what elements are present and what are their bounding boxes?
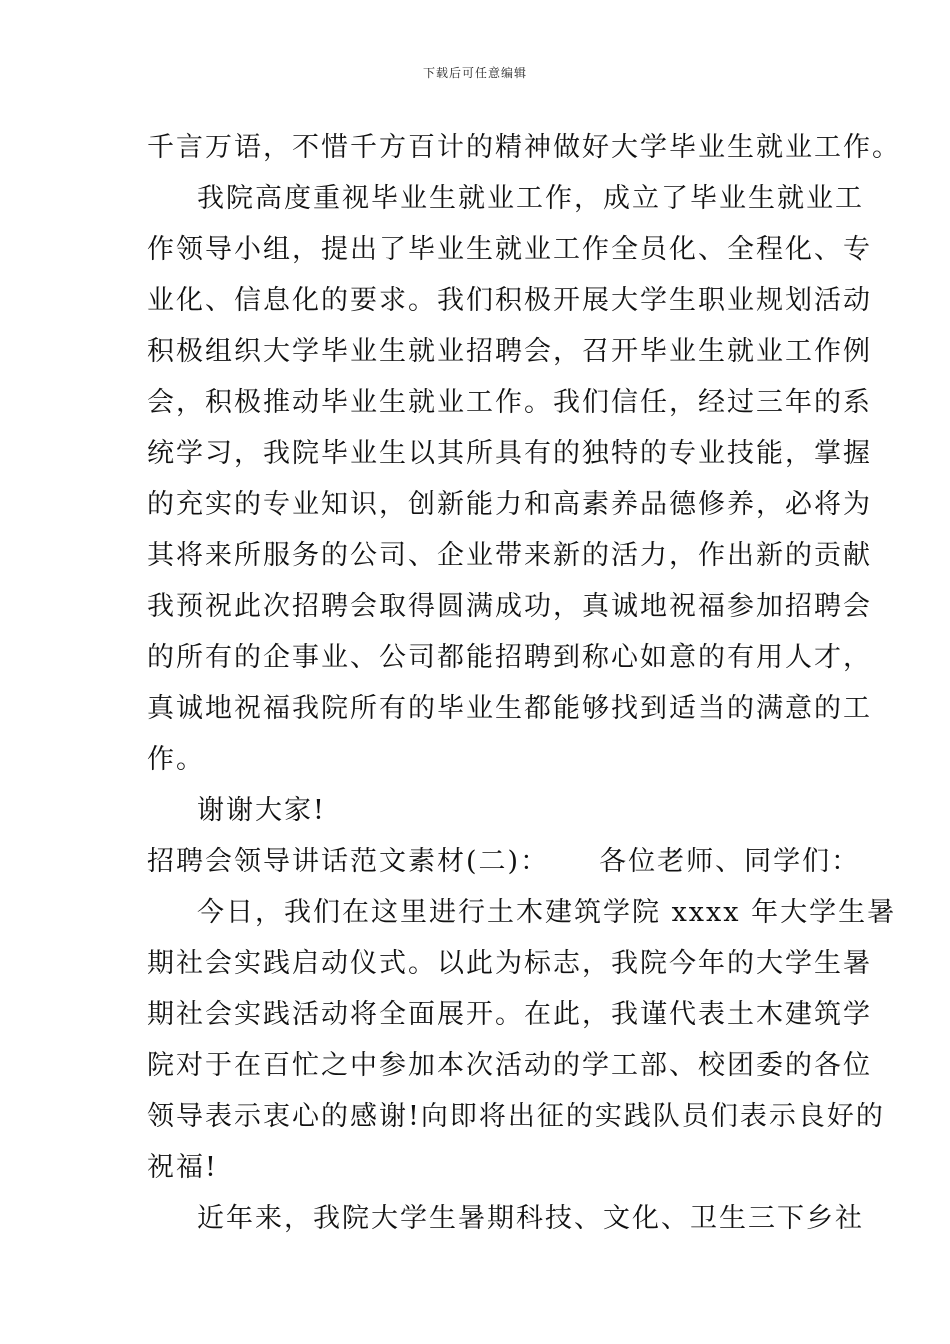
text-line: 院对于在百忙之中参加本次活动的学工部、校团委的各位 (147, 1050, 872, 1081)
text-line: 会，积极推动毕业生就业工作。我们信任，经过三年的系 (147, 387, 872, 418)
text-line: 作领导小组，提出了毕业生就业工作全员化、全程化、专 (147, 234, 872, 265)
text-line: 其将来所服务的公司、企业带来新的活力，作出新的贡献 (147, 540, 872, 571)
text-line: 统学习，我院毕业生以其所具有的独特的专业技能，掌握 (147, 438, 872, 469)
text-line: 期社会实践活动将全面展开。在此，我谨代表土木建筑学 (147, 999, 872, 1030)
paragraph-start: 我院高度重视毕业生就业工作，成立了毕业生就业工 (197, 183, 864, 214)
salutation: 各位老师、同学们： (599, 846, 861, 877)
closing-thanks: 谢谢大家! (197, 795, 326, 826)
section-title-line (147, 844, 861, 880)
text-line: 的充实的专业知识，创新能力和高素养品德修养，必将为 (147, 489, 872, 520)
text-line: 的所有的企事业、公司都能招聘到称心如意的有用人才， (147, 642, 872, 673)
text-line: 领导表示衷心的感谢!向即将出征的实践队员们表示良好的 (147, 1101, 885, 1132)
text-line: 积极组织大学毕业生就业招聘会，召开毕业生就业工作例 (147, 336, 872, 367)
text-line: 千言万语，不惜千方百计的精神做好大学毕业生就业工作。 (147, 132, 901, 163)
text-line: 真诚地祝福我院所有的毕业生都能够找到适当的满意的工 (147, 693, 872, 724)
text-line: 期社会实践启动仪式。以此为标志，我院今年的大学生暑 (147, 948, 872, 979)
paragraph-start: 今日，我们在这里进行土木建筑学院 xxxx 年大学生暑 (197, 897, 897, 928)
paragraph-start: 近年来，我院大学生暑期科技、文化、卫生三下乡社 (197, 1203, 864, 1234)
text-line: 作。 (147, 744, 205, 775)
text-line: 我预祝此次招聘会取得圆满成功，真诚地祝福参加招聘会 (147, 591, 872, 622)
text-line: 祝福! (147, 1152, 218, 1183)
page-header: 下载后可任意编辑 (422, 66, 527, 80)
text-line: 业化、信息化的要求。我们积极开展大学生职业规划活动 (147, 285, 872, 316)
section-title: 招聘会领导讲话范文素材(二)： (147, 846, 550, 877)
